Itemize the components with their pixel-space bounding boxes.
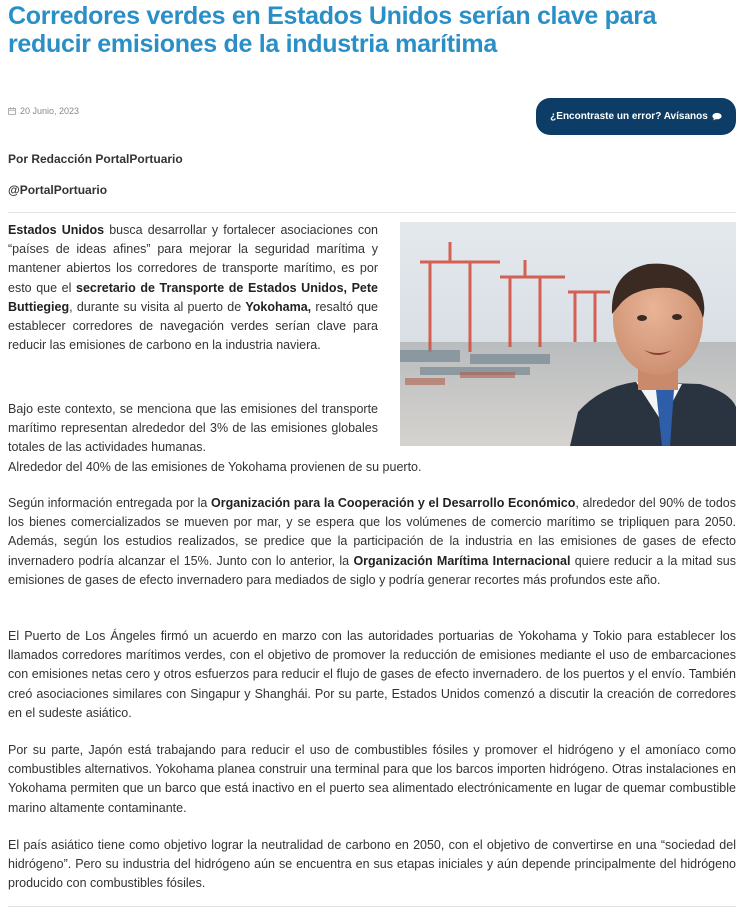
publish-date <box>8 106 79 116</box>
chat-bubble-icon <box>712 112 722 121</box>
header-divider <box>8 212 736 213</box>
p3-text-1: Según información entregada por la <box>8 496 211 510</box>
article-title: Corredores verdes en Estados Unidos serían clave para reducir emisiones de la industria marítima <box>8 2 657 58</box>
footer-divider <box>8 906 736 907</box>
p1-strong-3: Yokohama, <box>245 299 312 314</box>
paragraph-2 <box>8 400 422 477</box>
author-byline: Por Redacción PortalPortuario <box>8 152 183 166</box>
p3-strong-1: Organización para la Cooperación y el Desarrollo Económico <box>211 496 576 510</box>
article-photo <box>400 222 736 446</box>
photo-illustration <box>400 222 736 446</box>
p1-strong-1: Estados Unidos <box>8 223 105 237</box>
p1-text-3: resaltó que establecer corredores de navegación verdes serían clave para reducir las emisiones de carbono en la industria naviera. <box>8 299 379 353</box>
paragraph-4: El Puerto de Los Ángeles firmó un acuerdo en marzo con las autoridades portuarias de Yokohama y Tokio para establecer los llamados corredores marítimos verdes, con el objetivo de promover la reducción de emisiones mediante el uso de embarcaciones con emisiones netas cero y otros esfuerzos para reducir el flujo de gases de efecto invernadero. de los puertos y el envío. También creó asociaciones similares con Singapur y Shanghái. Por su parte, Estados Unidos comenzó a discutir la creación de corredores en el sudeste asiático. <box>8 629 736 720</box>
p3-text-3: quiere reducir a la mitad sus emisiones de gases de efecto invernadero para mediados de siglo y podría generar recortes más profundos este año. <box>8 553 736 587</box>
paragraph-1 <box>8 221 378 355</box>
p1-text-1: busca desarrollar y fortalecer asociaciones con “países de ideas afines” para mejorar la seguridad marítima y mantener abiertos los corredores de transporte marítimo, es por esto que el <box>8 223 378 295</box>
p2-text-2: Alrededor del 40% de las emisiones de Yokohama provienen de su puerto. <box>8 459 422 474</box>
paragraph-6: El país asiático tiene como objetivo lograr la neutralidad de carbono en 2050, con el objetivo de convertirse en una “sociedad del hidrógeno”. Pero su industria del hidrógeno aún se encuentra en sus etapas iniciales y aún depende principalmente del hidrógeno producido con combustibles fósiles. <box>8 838 736 891</box>
publish-date-text: 20 Junio, 2023 <box>20 106 80 116</box>
report-error-label: ¿Encontraste un error? Avísanos <box>550 111 708 122</box>
p2-text-1: Bajo este contexto, se menciona que las emisiones del transporte marítimo representan alrededor del 3% de las emisiones globales totales de las actividades humanas. <box>8 402 378 455</box>
paragraph-5: Por su parte, Japón está trabajando para reducir el uso de combustibles fósiles y promover el hidrógeno y el amoníaco como combustibles alternativos. Yokohama planea construir una terminal para que los barcos importen hidrógeno. Otras instalaciones en Yokohama permiten que un barco que está inactivo en el puerto sea alimentado electrónicamente en lugar de quemar combustible marino altamente contaminante. <box>8 743 736 815</box>
report-error-button[interactable] <box>536 98 736 135</box>
p1-text-2: , durante su visita al puerto de <box>69 299 246 314</box>
author-handle: @PortalPortuario <box>8 183 108 197</box>
p1-strong-2: secretario de Transporte de Estados Unidos, Pete Buttiegieg <box>8 280 378 314</box>
paragraph-3 <box>8 494 736 590</box>
p3-text-2: , alrededor del 90% de todos los bienes comercializados se mueven por mar, y se espera que los volúmenes de comercio marítimo se tripliquen para 2050. Además, según los estudios realizados, se predice que la participación de la industria en las emisiones de gases de efecto invernadero podría alcanzar el 15%. Junto con lo anterior, la <box>8 496 737 568</box>
p3-strong-2: Organización Marítima Internacional <box>353 553 571 568</box>
calendar-icon <box>8 107 16 115</box>
